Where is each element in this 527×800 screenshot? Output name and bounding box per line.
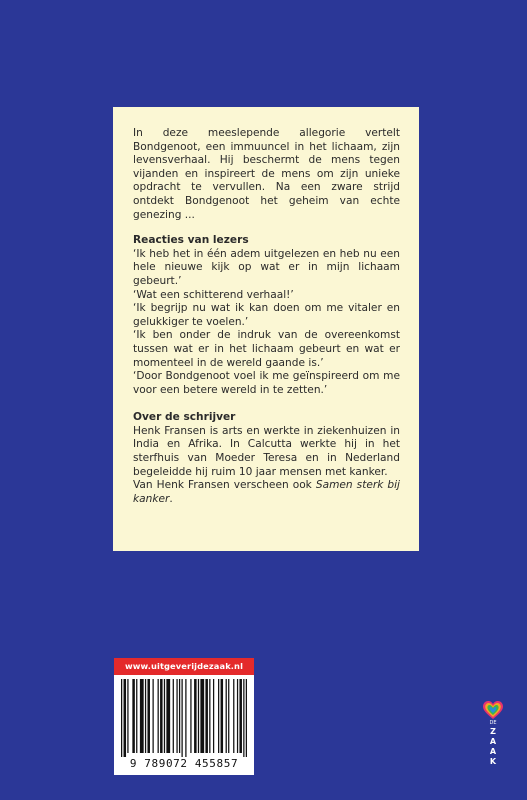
also-by-title: Samen sterk bij kanker	[133, 479, 401, 505]
reviews-heading: Reacties van lezers	[133, 234, 249, 247]
heart-logo-icon	[482, 700, 504, 720]
review-quote: ‘Ik ben onder de indruk van de overeenkomst tussen wat er in het lichaam gebeurt en wat er momenteel in de wereld gaande is.’	[133, 329, 400, 369]
logo-letter: K	[489, 757, 497, 766]
intro-paragraph: In deze meeslepende allegorie vertelt Bondgenoot, een immuuncel in het lichaam, zijn levensverhaal. Hij beschermt de mens tegen vijanden en inspireert de mens om zijn unieke opdracht te vervullen. Na een zware strijd ontdekt Bondgenoot het geheim van echte genezing ...	[133, 127, 400, 221]
barcode-bar	[164, 679, 165, 753]
barcode-bar	[147, 679, 150, 753]
logo-letter: A	[489, 737, 497, 746]
barcode-bar	[145, 679, 146, 753]
barcode-bar	[124, 679, 127, 757]
barcode-bar	[228, 679, 229, 753]
barcode-bar	[218, 679, 219, 753]
publisher-logo	[482, 700, 504, 770]
barcode-bar	[181, 679, 182, 757]
logo-letter: A	[489, 747, 497, 756]
review-quote: ‘Door Bondgenoot voel ik me geïnspireerd om me voor een betere wereld in te zetten.’	[133, 370, 400, 396]
review-quote: ‘Ik heb het in één adem uitgelezen en heb nu een hele nieuwe kijk op wat er in mijn lichaam gebeurt.’	[133, 247, 400, 287]
barcode-bar	[239, 679, 242, 753]
publisher-website: www.uitgeverijdezaak.nl	[114, 658, 254, 675]
barcode-bar	[243, 679, 244, 757]
logo-de-text: DE	[489, 720, 497, 726]
barcode-bar	[198, 679, 199, 753]
back-cover-text-panel	[113, 107, 419, 551]
barcode-bar	[209, 679, 210, 753]
barcode-bar	[205, 679, 208, 753]
barcode-bar	[140, 679, 144, 753]
barcode-bar	[213, 679, 214, 753]
barcode-bar	[176, 679, 177, 753]
barcode-bar	[173, 679, 174, 753]
author-bio: Henk Fransen is arts en werkte in ziekenhuizen in India en Afrika. In Calcutta werkte hij in het sterfhuis van Moeder Teresa en in Nederland begeleidde hij ruim 10 jaar mensen met kanker.	[133, 424, 400, 478]
author-heading: Over de schrijver	[133, 411, 236, 424]
barcode-bar	[233, 679, 234, 753]
barcode-bars	[121, 679, 247, 757]
barcode-bar	[136, 679, 137, 753]
also-by-prefix: Van Henk Fransen verscheen ook	[133, 479, 316, 492]
also-by-line	[133, 479, 400, 506]
also-by-suffix: .	[169, 492, 173, 505]
barcode-bar	[132, 679, 135, 753]
isbn-barcode	[114, 675, 254, 775]
review-quote: ‘Ik begrijp nu wat ik kan doen om me vitaler en gelukkiger te voelen.’	[133, 302, 400, 328]
isbn-number: 9 789072 455857	[129, 757, 239, 770]
barcode-bar	[158, 679, 159, 753]
barcode-bar	[194, 679, 197, 753]
barcode-bar	[160, 679, 163, 753]
barcode-bar	[127, 679, 128, 753]
barcode-bar	[200, 679, 204, 753]
barcode-bar	[153, 679, 154, 753]
barcode-bar	[237, 679, 238, 753]
barcode-bar	[179, 679, 180, 753]
review-quote: ‘Wat een schitterend verhaal!’	[133, 288, 294, 301]
barcode-bar	[190, 679, 191, 753]
barcode-bar	[226, 679, 227, 753]
logo-letter: Z	[490, 727, 496, 736]
barcode-bar	[121, 679, 122, 757]
barcode-bar	[221, 679, 224, 753]
barcode-bar	[246, 679, 247, 757]
barcode-bar	[166, 679, 170, 753]
barcode-bar	[185, 679, 186, 757]
